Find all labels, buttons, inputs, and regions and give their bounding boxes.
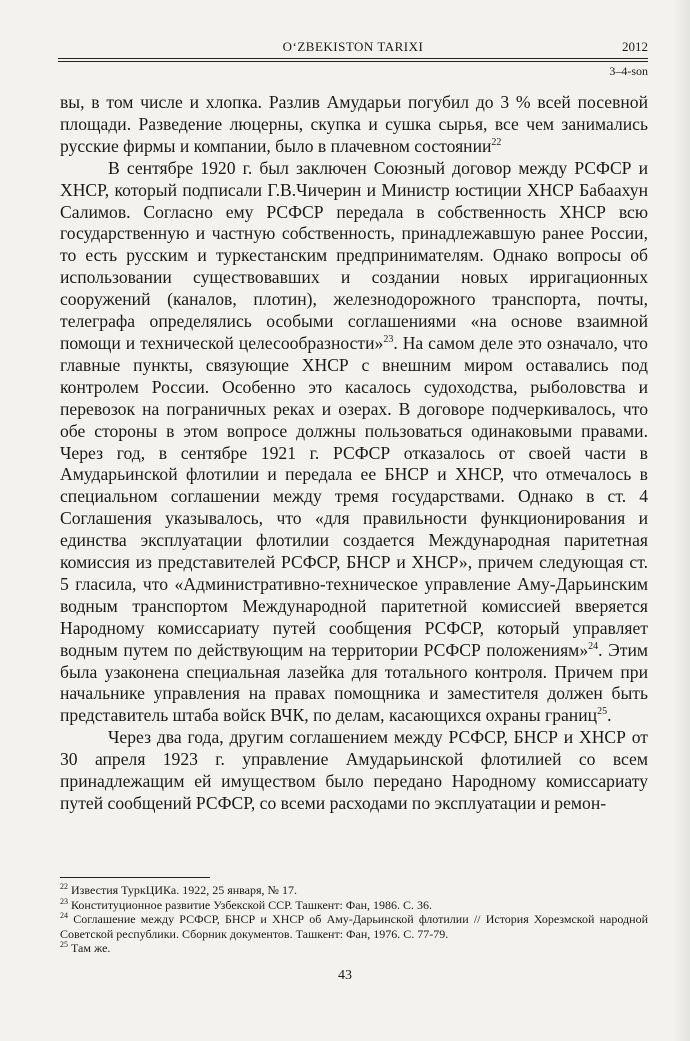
footnote-ref-24: 24 [588,640,599,652]
footnote-23-num: 23 [60,896,68,906]
header-year: 2012 [622,39,648,54]
body-text [60,92,648,815]
footnote-24-text: Соглашение между РСФСР, БНСР и ХНСР об Аму-Дарьинской флотилии // История Хорезмской народной Советской республики. Сборник документов. Ташкент: Фан, 1976. С. 77-79. [60,912,648,941]
footnote-25-text: Там же. [71,941,111,956]
footnote-ref-25: 25 [597,706,608,718]
footnote-separator [60,877,210,878]
paragraph-2-after3: . [607,705,612,726]
footnote-25-num: 25 [60,940,68,950]
footnote-22-num: 22 [60,882,68,891]
footnote-23-text: Конституционное развитие Узбекской ССР. Ташкент: Фан, 1986. С. 36. [71,897,433,912]
footnote-25 [60,941,648,956]
paragraph-2-text: В сентябре 1920 г. был заключен Союзный договор между РСФСР и ХНСР, который подписали Г.В.Чичерин и Министр юстиции ХНСР Бабаахун Салимов. Согласно ему РСФСР передала в собственность ХНСР всю государственную и частную собственность, принадлежавшую ранее России, то есть русским и туркестанским предпринимателям. Однако вопросы об использовании существовавших и создании новых ирригационных сооружений (каналов, плотин), железнодорожного транспорта, почты, телеграфа определялись особыми соглашениями «на основе взаимной помощи и технической целесообразности» [60,157,648,353]
paragraph-2-after2: . Этим была узаконена специальная лазейка для тотального контроля. Причем при начальнике управления на правах помощника и заместителя должен быть представитель штаба войск ВЧК, по делам, касающихся охраны границ [60,639,649,726]
footnote-24 [60,912,648,941]
header-rule-thin [58,61,648,62]
scan-edge-shadow [672,0,690,1041]
page-number: 43 [338,968,352,983]
paragraph-3-text: Через два года, другим соглашением между РСФСР, БНСР и ХНСР от 30 апреля 1923 г. управление Амударьинской флотилией со всем принадлежащим ей имуществом было передано Народному комиссариату путей сообщений РСФСР, со всеми расходами по эксплуатации и ремон- [60,727,648,813]
paragraph-1-text: вы, в том числе и хлопка. Разлив Амударьи погубил до 3 % всей посевной площади. Разведение люцерны, скупка и сушка сырья, все чем занимались русские фирмы и компании, было в плачевном состоянии [60,92,648,156]
issue-number: 3–4-son [609,64,648,78]
paragraph-3 [60,727,648,815]
footnotes [60,883,648,956]
footnote-22-text: Известия ТуркЦИКа. 1922, 25 января, № 17. [71,883,297,897]
paragraph-2 [60,158,648,728]
footnote-22 [60,883,648,898]
footnote-24-num: 24 [60,911,68,921]
journal-title: O‘ZBEKISTON TARIXI [282,39,424,54]
running-header [58,36,648,58]
footnote-ref-22: 22 [491,136,502,148]
footnote-23 [60,898,648,913]
header-rule-thick [58,58,648,59]
paragraph-2-after: . На самом деле это означало, что главные пункты, связующие ХНСР с внешним миром оставались под контролем России. Особенно это касалось судоходства, рыболовства и перевозок на пограничных реках и озерах. В договоре подчеркивалось, что обе стороны в этом вопросе должны пользоваться одинаковыми правами. Через год, в сентябре 1921 г. РСФСР отказалось от своей части в Амударьинской флотилии и передала ее БНСР и ХНСР, что отмечалось в специальном соглашении между тремя государствами. Однако в ст. 4 Соглашения указывалось, что «для правильности функционирования и единства эксплуатации флотилии создается Международная паритетная комиссия из представителей РСФСР, БНСР и ХНСР», причем следующая ст. 5 гласила, что «Административно-техническое управление Аму-Дарьинским водным транспортом Международной паритетной комиссией вверяется Народному комиссариату путей сообщения РСФСР, который управляет водным путем по действующим на территории РСФСР положениям» [60,332,648,660]
paragraph-1 [60,92,648,158]
footnote-ref-23: 23 [383,334,394,346]
